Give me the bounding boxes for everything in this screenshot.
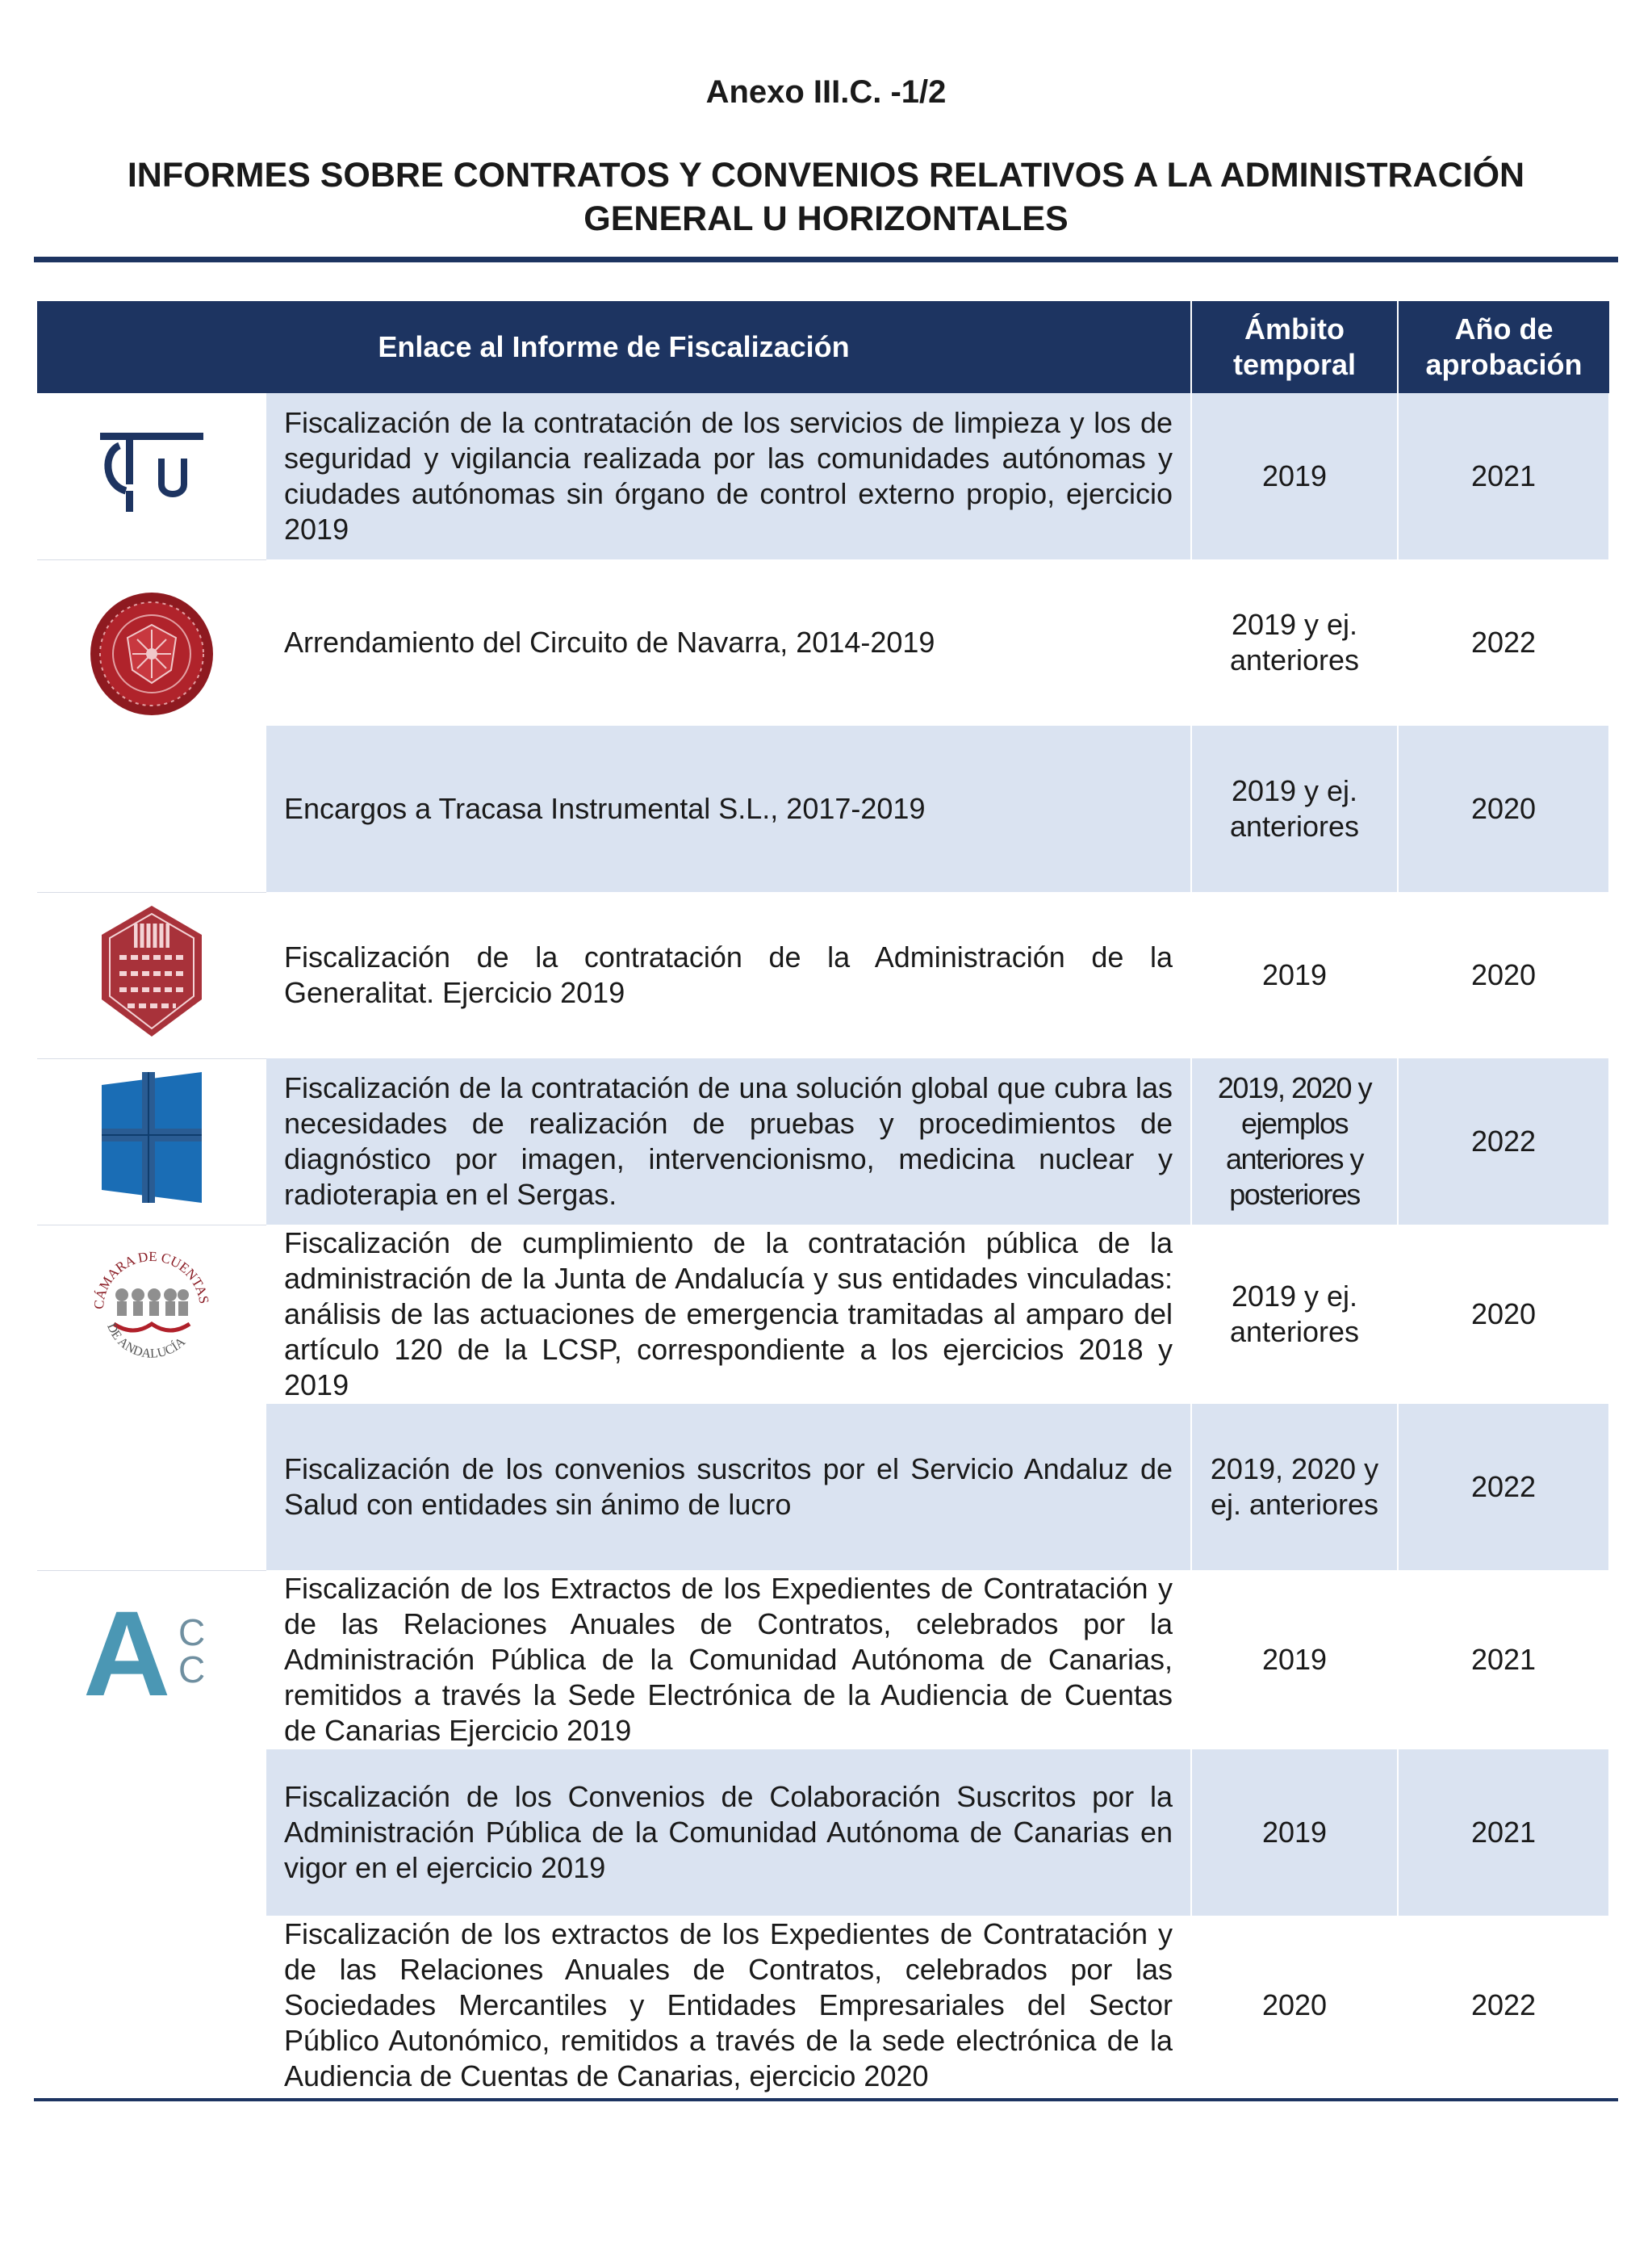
scope-line-2: anteriores xyxy=(1229,810,1360,843)
report-link[interactable]: Fiscalización de los convenios suscritos por el Servicio Andaluz de Salud con entidades sin ánimo de lucro xyxy=(266,1404,1191,1570)
scope-cell xyxy=(1191,726,1398,892)
scope-cell xyxy=(1191,559,1398,726)
year-cell: 2021 xyxy=(1398,1570,1609,1749)
reports-table xyxy=(37,301,1610,2095)
column-header-link: Enlace al Informe de Fiscalización xyxy=(37,301,1191,393)
column-header-year xyxy=(1398,301,1609,393)
scope-cell xyxy=(1191,1916,1398,2095)
header-rule xyxy=(34,257,1618,262)
year-cell: 2021 xyxy=(1398,393,1609,559)
report-link[interactable]: Fiscalización de la contratación de los servicios de limpieza y los de seguridad y vigilancia realizada por las comunidades autónomas y ciudades autónomas sin órgano de control externo propio, ejercicio 2019 xyxy=(266,393,1191,559)
table-row xyxy=(37,1404,1609,1570)
column-header-scope-line-2: temporal xyxy=(1232,348,1357,381)
year-cell: 2020 xyxy=(1398,892,1609,1058)
table-row xyxy=(37,393,1609,559)
report-link[interactable]: Fiscalización de la contratación de la Administración de la Generalitat. Ejercicio 2019 xyxy=(266,892,1191,1058)
column-header-scope xyxy=(1191,301,1398,393)
column-header-year-line-2: aprobación xyxy=(1425,348,1583,381)
scope-cell xyxy=(1191,1749,1398,1916)
year-cell: 2020 xyxy=(1398,726,1609,892)
report-link[interactable]: Fiscalización de los Extractos de los Expedientes de Contratación y de las Relaciones Anuales de Contratos, celebrados por la Administración Pública de la Comunidad Autónoma de Canarias, remitidos a través la Sede Electrónica de la Audiencia de Cuentas de Canarias Ejercicio 2019 xyxy=(266,1570,1191,1749)
year-cell: 2022 xyxy=(1398,1404,1609,1570)
tribunal-de-cuentas-logo-icon xyxy=(95,428,208,525)
year-cell: 2020 xyxy=(1398,1225,1609,1404)
table-row xyxy=(37,1570,1609,1749)
logo-cell xyxy=(37,1058,266,1225)
scope-line-4: posteriores xyxy=(1229,1178,1360,1211)
scope-cell xyxy=(1191,393,1398,559)
svg-text:C: C xyxy=(178,1611,206,1653)
table-row xyxy=(37,1749,1609,1916)
footer-rule xyxy=(34,2098,1618,2101)
svg-text:CÁMARA DE CUENTAS: CÁMARA DE CUENTAS xyxy=(90,1248,212,1309)
scope-line-2: ej. anteriores xyxy=(1210,1488,1379,1521)
consello-de-contas-logo-icon xyxy=(95,1069,208,1214)
year-cell: 2021 xyxy=(1398,1749,1609,1916)
column-header-year-line-1: Año de xyxy=(1454,312,1554,346)
year-cell: 2022 xyxy=(1398,559,1609,726)
scope-line-2: anteriores xyxy=(1229,1315,1360,1348)
report-link[interactable]: Fiscalización de los Convenios de Colaboración Suscritos por la Administración Pública de la Comunidad Autónoma de Canarias en vigor en el ejercicio 2019 xyxy=(266,1749,1191,1916)
table-row xyxy=(37,1916,1609,2095)
scope-line-1: 2019 y ej. xyxy=(1231,1280,1358,1313)
table-header-row xyxy=(37,301,1609,393)
audiencia-de-cuentas-canarias-logo-icon xyxy=(83,1590,220,1711)
scope-cell xyxy=(1191,1225,1398,1404)
scope-line-1: 2019 y ej. xyxy=(1231,608,1358,641)
year-cell: 2022 xyxy=(1398,1916,1609,2095)
page-title-line-2: GENERAL U HORIZONTALES xyxy=(583,199,1069,238)
scope-line-2: anteriores xyxy=(1229,643,1360,676)
svg-text:A: A xyxy=(83,1590,171,1703)
scope-line-2: ejemplos xyxy=(1240,1107,1349,1140)
logo-cell xyxy=(37,559,266,892)
logo-cell xyxy=(37,1570,266,2095)
scope-line-1: 2019 xyxy=(1261,459,1328,492)
svg-text:C: C xyxy=(178,1648,206,1690)
scope-line-1: 2019 xyxy=(1261,1643,1328,1676)
logo-cell xyxy=(37,393,266,559)
camara-de-comptos-seal-icon xyxy=(87,589,216,727)
scope-line-1: 2019 xyxy=(1261,1816,1328,1849)
scope-line-1: 2019, 2020 y xyxy=(1217,1071,1372,1104)
annex-title: Anexo III.C. -1/2 xyxy=(705,74,947,110)
scope-line-1: 2020 xyxy=(1261,1988,1328,2021)
page-title xyxy=(65,153,1587,241)
table-row xyxy=(37,1058,1609,1225)
logo-cell xyxy=(37,892,266,1058)
scope-cell xyxy=(1191,1058,1398,1225)
report-link[interactable]: Fiscalización de la contratación de una solución global que cubra las necesidades de realización de pruebas y procedimientos de diagnóstico por imagen, intervencionismo, medicina nuclear y radioterapia en el Sergas. xyxy=(266,1058,1191,1225)
scope-line-1: 2019, 2020 y xyxy=(1210,1452,1379,1485)
table-row xyxy=(37,559,1609,726)
table-row xyxy=(37,726,1609,892)
report-link[interactable]: Encargos a Tracasa Instrumental S.L., 2017-2019 xyxy=(266,726,1191,892)
column-header-scope-line-1: Ámbito xyxy=(1244,312,1345,346)
scope-line-3: anteriores y xyxy=(1225,1142,1364,1175)
scope-cell xyxy=(1191,1404,1398,1570)
table-row xyxy=(37,1225,1609,1404)
scope-line-1: 2019 y ej. xyxy=(1231,774,1358,807)
report-link[interactable]: Fiscalización de cumplimiento de la contratación pública de la administración de la Junta de Andalucía y sus entidades vinculadas: análisis de las actuaciones de emergencia tramitadas al amparo del artículo 120 de la LCSP, correspondiente a los ejercicios 2018 y 2019 xyxy=(266,1225,1191,1404)
report-link[interactable]: Fiscalización de los extractos de los Expedientes de Contratación y de las Relaciones Anuales de Contratos, celebrados por las Sociedades Mercantiles y Entidades Empresariales del Sector Público Autonómico, remitidos a través de la sede electrónica de la Audiencia de Cuentas de Canarias, ejercicio 2020 xyxy=(266,1916,1191,2095)
report-link[interactable]: Arrendamiento del Circuito de Navarra, 2014-2019 xyxy=(266,559,1191,726)
scope-cell xyxy=(1191,892,1398,1058)
sindicatura-de-comptes-seal-icon xyxy=(95,903,208,1048)
scope-cell xyxy=(1191,1570,1398,1749)
year-cell: 2022 xyxy=(1398,1058,1609,1225)
table-row xyxy=(37,892,1609,1058)
svg-text:DE ANDALUCÍA: DE ANDALUCÍA xyxy=(104,1321,189,1361)
scope-line-1: 2019 xyxy=(1261,958,1328,991)
camara-de-cuentas-andalucia-logo-icon xyxy=(83,1237,220,1374)
page-title-line-1: INFORMES SOBRE CONTRATOS Y CONVENIOS RELATIVOS A LA ADMINISTRACIÓN xyxy=(127,156,1525,195)
logo-cell xyxy=(37,1225,266,1570)
